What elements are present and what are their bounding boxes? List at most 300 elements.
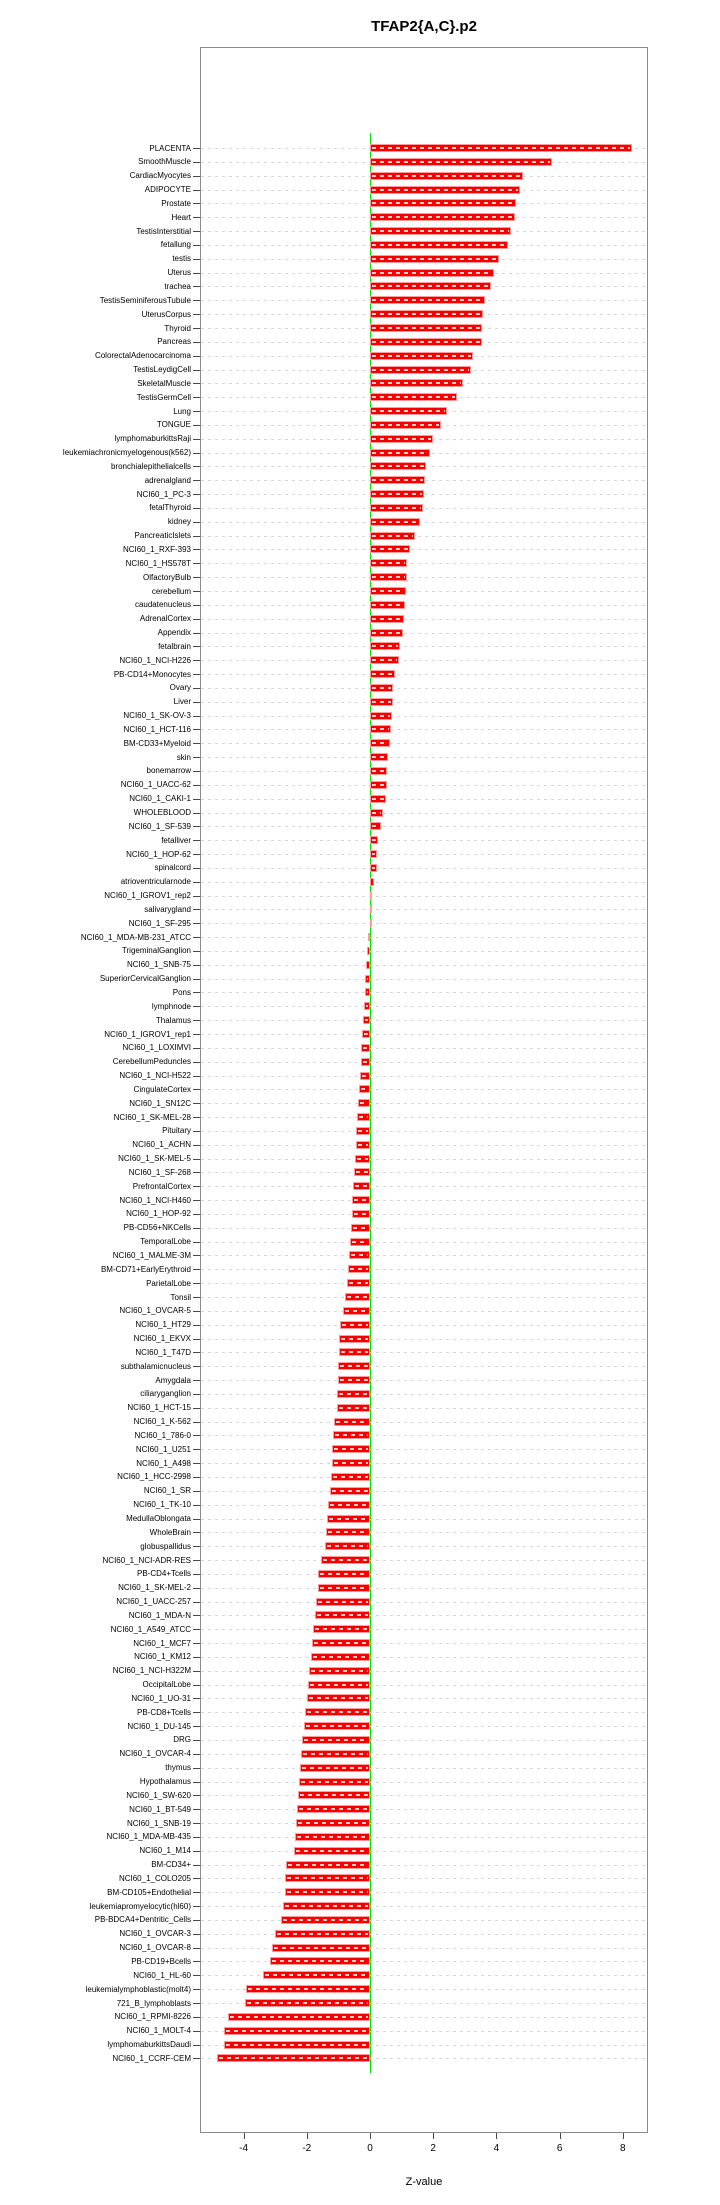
bar-dash-stripe xyxy=(299,1808,368,1810)
bar-dash-stripe xyxy=(335,1434,368,1436)
bar xyxy=(370,449,430,457)
y-axis-tick xyxy=(193,896,200,897)
x-axis-title: Z-value xyxy=(405,2176,443,2188)
bar xyxy=(370,476,425,484)
y-axis-tick xyxy=(193,1269,200,1270)
bar xyxy=(370,199,516,207)
y-axis-tick xyxy=(193,370,200,371)
bar xyxy=(365,975,370,983)
bar-dash-stripe xyxy=(329,1518,368,1520)
bar xyxy=(363,1016,370,1024)
bar xyxy=(338,1362,370,1370)
y-axis-tick xyxy=(193,1505,200,1506)
gridline xyxy=(201,785,647,786)
gridline xyxy=(201,1491,647,1492)
bar xyxy=(370,310,483,318)
gridline xyxy=(201,1574,647,1575)
bar-dash-stripe xyxy=(327,1545,368,1547)
bar xyxy=(246,1985,370,1993)
y-axis-tick xyxy=(193,162,200,163)
bar xyxy=(370,725,391,733)
category-label: DRG xyxy=(173,1735,191,1745)
gridline xyxy=(201,1269,647,1270)
category-label: NCI60_1_NCI-H322M xyxy=(112,1666,191,1676)
bar-dash-stripe xyxy=(359,1116,368,1118)
bar-dash-stripe xyxy=(365,1019,368,1021)
y-axis-tick xyxy=(193,1671,200,1672)
gridline xyxy=(201,1532,647,1533)
bar-dash-stripe xyxy=(265,1974,368,1976)
y-axis-tick xyxy=(193,1851,200,1852)
bar-dash-stripe xyxy=(287,1877,368,1879)
bar-dash-stripe xyxy=(320,1587,369,1589)
bar-dash-stripe xyxy=(367,978,368,980)
y-axis-tick xyxy=(193,2058,200,2059)
bar xyxy=(318,1570,370,1578)
bar-dash-stripe xyxy=(372,410,445,412)
y-axis-tick xyxy=(193,716,200,717)
category-label: lymphomaburkittsDaudi xyxy=(107,2040,191,2049)
bar xyxy=(263,1971,370,1979)
category-label: NCI60_1_NCI-H460 xyxy=(119,1195,191,1205)
bar xyxy=(370,919,372,927)
bar-dash-stripe xyxy=(306,1725,368,1727)
category-label: leukemialymphoblastic(molt4) xyxy=(85,1984,191,1994)
bar-dash-stripe xyxy=(372,161,550,163)
category-label: fetalbrain xyxy=(158,641,191,651)
gridline xyxy=(201,1311,647,1312)
category-label: subthalamicnucleus xyxy=(120,1361,191,1371)
bar-dash-stripe xyxy=(297,1836,368,1838)
bar xyxy=(370,698,393,706)
bar xyxy=(370,795,386,803)
bar xyxy=(299,1778,370,1786)
bar xyxy=(370,186,520,194)
category-label: NCI60_1_MALME-3M xyxy=(112,1250,191,1260)
category-label: PancreaticIslets xyxy=(134,531,191,541)
gridline xyxy=(201,1865,647,1866)
y-axis-tick xyxy=(193,466,200,467)
gridline xyxy=(201,1712,647,1713)
bar xyxy=(295,1833,370,1841)
category-label: ColorectalAdenocarcinoma xyxy=(94,351,191,361)
y-axis-tick xyxy=(193,1214,200,1215)
y-axis-tick xyxy=(193,549,200,550)
bar-dash-stripe xyxy=(226,2030,368,2032)
gridline xyxy=(201,1768,647,1769)
bar xyxy=(356,1127,370,1135)
gridline xyxy=(201,1602,647,1603)
bar-dash-stripe xyxy=(372,839,376,841)
bar xyxy=(365,988,370,996)
y-axis-tick xyxy=(193,439,200,440)
category-label: NCI60_1_SF-539 xyxy=(128,821,191,831)
category-label: NCI60_1_OVCAR-8 xyxy=(119,1943,191,1953)
gridline xyxy=(201,1048,647,1049)
bar xyxy=(343,1307,370,1315)
category-label: NCI60_1_UACC-257 xyxy=(116,1597,191,1606)
y-axis-tick xyxy=(193,619,200,620)
category-label: Liver xyxy=(173,697,191,707)
gridline xyxy=(201,1020,647,1021)
y-axis-tick xyxy=(193,1491,200,1492)
bar-dash-stripe xyxy=(372,285,489,287)
category-label: Amygdala xyxy=(155,1375,191,1385)
bar xyxy=(370,892,372,900)
bar xyxy=(358,1099,370,1107)
y-axis-tick xyxy=(193,1795,200,1796)
bar-dash-stripe xyxy=(363,1047,368,1049)
bar-dash-stripe xyxy=(334,1462,368,1464)
bar-dash-stripe xyxy=(372,258,497,260)
bar-dash-stripe xyxy=(363,1061,369,1063)
gridline xyxy=(201,757,647,758)
y-axis-tick xyxy=(193,356,200,357)
bar xyxy=(312,1639,370,1647)
bar-dash-stripe xyxy=(355,1185,368,1187)
gridline xyxy=(201,1422,647,1423)
bar xyxy=(301,1750,370,1758)
y-axis-tick xyxy=(193,314,200,315)
bar xyxy=(370,836,378,844)
y-axis-tick xyxy=(193,190,200,191)
bar-dash-stripe xyxy=(300,1794,368,1796)
category-label: UterusCorpus xyxy=(141,309,191,319)
category-label: Pons xyxy=(172,987,191,997)
y-axis-tick xyxy=(193,2017,200,2018)
bar xyxy=(353,1182,370,1190)
bar-dash-stripe xyxy=(372,535,413,537)
category-label: NCI60_1_OVCAR-5 xyxy=(119,1306,191,1316)
category-label: NCI60_1_NCI-H226 xyxy=(119,655,191,665)
y-axis-tick xyxy=(193,522,200,523)
bar-dash-stripe xyxy=(302,1767,368,1769)
y-axis-tick xyxy=(193,1657,200,1658)
bar-dash-stripe xyxy=(354,1199,368,1201)
y-axis-tick xyxy=(193,342,200,343)
y-axis-tick xyxy=(193,480,200,481)
category-label: kidney xyxy=(167,517,191,527)
bar-dash-stripe xyxy=(288,1864,368,1866)
y-axis-tick xyxy=(193,148,200,149)
category-label: PLACENTA xyxy=(149,143,191,153)
chart-title: TFAP2{A,C}.p2 xyxy=(371,18,477,35)
y-axis-tick xyxy=(193,1283,200,1284)
category-label: WHOLEBLOOD xyxy=(133,808,191,817)
y-axis-tick xyxy=(193,702,200,703)
gridline xyxy=(201,1200,647,1201)
bar xyxy=(370,809,383,817)
y-axis-tick xyxy=(193,1255,200,1256)
category-label: bonemarrow xyxy=(146,766,191,776)
category-label: NCI60_1_A549_ATCC xyxy=(110,1624,191,1634)
x-axis-tick-label: 6 xyxy=(556,2143,563,2154)
y-axis-tick xyxy=(193,688,200,689)
gridline xyxy=(201,1034,647,1035)
bar xyxy=(370,241,508,249)
gridline xyxy=(201,619,647,620)
bar xyxy=(351,1224,370,1232)
bar xyxy=(370,905,372,913)
y-axis-tick xyxy=(193,1435,200,1436)
bar-dash-stripe xyxy=(372,590,404,592)
bar xyxy=(370,324,482,332)
bar xyxy=(370,269,494,277)
bar-dash-stripe xyxy=(372,230,509,232)
bar xyxy=(370,366,471,374)
category-label: NCI60_1_HL-60 xyxy=(133,1970,191,1980)
bar-dash-stripe xyxy=(334,1448,368,1450)
bar xyxy=(245,1999,370,2007)
bar xyxy=(370,435,433,443)
category-label: AdrenalCortex xyxy=(139,614,191,624)
bar xyxy=(302,1736,370,1744)
bar xyxy=(370,822,381,830)
y-axis-tick xyxy=(193,1062,200,1063)
y-axis-tick xyxy=(193,979,200,980)
bar xyxy=(338,1376,370,1384)
bar xyxy=(370,629,403,637)
bar xyxy=(370,601,405,609)
bar xyxy=(345,1293,370,1301)
y-axis-tick xyxy=(193,909,200,910)
bar xyxy=(370,338,482,346)
bar-dash-stripe xyxy=(352,1241,368,1243)
category-label: NCI60_1_MDA-MB-435 xyxy=(106,1832,191,1842)
y-axis-tick xyxy=(193,1560,200,1561)
category-label: TemporalLobe xyxy=(140,1237,191,1247)
bar-dash-stripe xyxy=(372,618,402,620)
x-axis-tick-label: 0 xyxy=(367,2143,373,2154)
bar xyxy=(362,1030,370,1038)
bar xyxy=(305,1708,370,1716)
gridline xyxy=(201,1186,647,1187)
y-axis-tick xyxy=(193,799,200,800)
x-axis-tick-label: -2 xyxy=(302,2143,312,2154)
bar xyxy=(339,1348,370,1356)
x-axis-tick-label: 2 xyxy=(430,2143,436,2154)
gridline xyxy=(201,965,647,966)
category-label: NCI60_1_HOP-62 xyxy=(126,849,191,859)
x-axis-tick xyxy=(370,2133,371,2139)
category-label: trachea xyxy=(164,281,191,291)
category-label: CingulateCortex xyxy=(133,1084,191,1094)
bar xyxy=(352,1210,370,1218)
y-axis-tick xyxy=(193,1726,200,1727)
bar xyxy=(370,670,395,678)
bar xyxy=(328,1501,370,1509)
y-axis-tick xyxy=(193,245,200,246)
bar xyxy=(304,1722,370,1730)
bar-dash-stripe xyxy=(372,742,388,744)
gridline xyxy=(201,1948,647,1949)
y-axis-tick xyxy=(193,1145,200,1146)
category-label: NCI60_1_M14 xyxy=(139,1846,191,1856)
y-axis-tick xyxy=(193,1228,200,1229)
y-axis-tick xyxy=(193,729,200,730)
bar-dash-stripe xyxy=(303,1753,368,1755)
x-axis-tick-label: 8 xyxy=(620,2143,626,2154)
bar xyxy=(339,1335,370,1343)
bar-dash-stripe xyxy=(372,313,481,315)
y-axis-tick xyxy=(193,1961,200,1962)
gridline xyxy=(201,840,647,841)
bar-dash-stripe xyxy=(372,424,439,426)
bar xyxy=(370,587,406,595)
category-label: NCI60_1_SR xyxy=(143,1486,191,1496)
category-label: NCI60_1_SF-295 xyxy=(128,918,191,928)
y-axis-tick xyxy=(193,785,200,786)
category-label: WholeBrain xyxy=(149,1527,191,1537)
bar-dash-stripe xyxy=(310,1684,368,1686)
gridline xyxy=(201,1408,647,1409)
category-label: NCI60_1_EKVX xyxy=(133,1334,191,1343)
category-label: NCI60_1_CCRF-CEM xyxy=(112,2053,191,2063)
category-label: NCI60_1_UACC-62 xyxy=(120,780,191,790)
category-label: BM-CD71+EarlyErythroid xyxy=(100,1264,191,1274)
bar-dash-stripe xyxy=(356,1171,368,1173)
bar xyxy=(368,933,370,941)
bar-dash-stripe xyxy=(372,189,518,191)
bar xyxy=(334,1418,370,1426)
y-axis-tick xyxy=(193,633,200,634)
bar-dash-stripe xyxy=(372,715,390,717)
y-axis-tick xyxy=(193,840,200,841)
gridline xyxy=(201,605,647,606)
x-axis-tick xyxy=(244,2133,245,2139)
y-axis-tick xyxy=(193,1242,200,1243)
category-label: Prostate xyxy=(161,198,191,208)
gridline xyxy=(201,1754,647,1755)
gridline xyxy=(201,1089,647,1090)
bar-dash-stripe xyxy=(372,452,428,454)
category-label: cerebellum xyxy=(151,586,191,596)
bar xyxy=(355,1155,370,1163)
y-axis-tick xyxy=(193,660,200,661)
category-label: TestisInterstitial xyxy=(136,226,191,236)
bar-dash-stripe xyxy=(339,1407,369,1409)
bar-dash-stripe xyxy=(311,1670,368,1672)
gridline xyxy=(201,522,647,523)
category-label: NCI60_1_SK-MEL-2 xyxy=(118,1583,191,1593)
bar-dash-stripe xyxy=(283,1919,368,1921)
gridline xyxy=(201,826,647,827)
bar-dash-stripe xyxy=(351,1254,368,1256)
bar xyxy=(330,1487,370,1495)
gridline xyxy=(201,1961,647,1962)
category-label: NCI60_1_IGROV1_rep2 xyxy=(104,891,191,900)
bar-dash-stripe xyxy=(372,341,480,343)
gridline xyxy=(201,508,647,509)
y-axis-tick xyxy=(193,1463,200,1464)
y-axis-tick xyxy=(193,2003,200,2004)
gridline xyxy=(201,646,647,647)
bar-dash-stripe xyxy=(287,1891,368,1893)
category-label: NCI60_1_PC-3 xyxy=(136,489,191,499)
bar xyxy=(275,1930,370,1938)
category-label: globuspallidus xyxy=(140,1541,191,1551)
category-label: NCI60_1_SK-OV-3 xyxy=(123,711,191,721)
y-axis-tick xyxy=(193,328,200,329)
bar xyxy=(370,282,491,290)
x-axis-tick xyxy=(623,2133,624,2139)
category-label: bronchialepithelialcells xyxy=(110,461,191,471)
bar-dash-stripe xyxy=(364,1033,368,1035)
bar-dash-stripe xyxy=(372,369,469,371)
category-label: NCI60_1_DU-145 xyxy=(127,1721,191,1731)
y-axis-tick xyxy=(193,1006,200,1007)
y-axis-tick xyxy=(193,1588,200,1589)
bar-dash-stripe xyxy=(372,812,381,814)
bar xyxy=(370,684,393,692)
category-label: Thyroid xyxy=(164,323,191,333)
y-axis-tick xyxy=(193,951,200,952)
category-label: PrefrontalCortex xyxy=(132,1181,191,1191)
category-label: Heart xyxy=(171,212,191,222)
bar-dash-stripe xyxy=(347,1296,368,1298)
category-label: fetalliver xyxy=(161,835,191,845)
category-label: BM-CD34+ xyxy=(151,1860,191,1869)
gridline xyxy=(201,1103,647,1104)
category-label: caudatenucleus xyxy=(134,600,191,610)
bar xyxy=(370,379,463,387)
gridline xyxy=(201,923,647,924)
bar-dash-stripe xyxy=(226,2044,368,2046)
bar xyxy=(370,559,407,567)
bar-dash-stripe xyxy=(372,687,391,689)
bar-dash-stripe xyxy=(340,1379,368,1381)
category-label: adrenalgland xyxy=(144,475,191,485)
bar xyxy=(331,1473,370,1481)
bar xyxy=(359,1085,370,1093)
y-axis-tick xyxy=(193,1989,200,1990)
x-axis-tick xyxy=(307,2133,308,2139)
y-axis-tick xyxy=(193,1076,200,1077)
category-label: NCI60_1_K-562 xyxy=(133,1417,191,1427)
category-label: NCI60_1_786-0 xyxy=(134,1430,191,1440)
bar xyxy=(294,1847,370,1855)
category-label: NCI60_1_CAKI-1 xyxy=(129,794,191,804)
bar-dash-stripe xyxy=(372,659,397,661)
gridline xyxy=(201,702,647,703)
bar xyxy=(347,1279,370,1287)
category-label: NCI60_1_MOLT-4 xyxy=(126,2026,191,2036)
y-axis-tick xyxy=(193,1975,200,1976)
bar-dash-stripe xyxy=(298,1822,368,1824)
y-axis-tick xyxy=(193,1422,200,1423)
bar xyxy=(367,947,371,955)
category-label: skin xyxy=(176,752,191,762)
y-axis-tick xyxy=(193,1131,200,1132)
category-label: NCI60_1_BT-549 xyxy=(129,1804,191,1814)
category-label: NCI60_1_KM12 xyxy=(134,1652,191,1662)
category-label: NCI60_1_RPMI-8226 xyxy=(114,2012,191,2022)
bar-dash-stripe xyxy=(372,562,405,564)
y-axis-tick xyxy=(193,1823,200,1824)
bar-dash-stripe xyxy=(230,2016,368,2018)
bar-dash-stripe xyxy=(357,1158,368,1160)
bar xyxy=(370,864,377,872)
gridline xyxy=(201,1214,647,1215)
bar-dash-stripe xyxy=(372,784,385,786)
y-axis-tick xyxy=(193,383,200,384)
bar-dash-stripe xyxy=(372,465,424,467)
category-label: SmoothMuscle xyxy=(138,157,191,167)
bar-dash-stripe xyxy=(313,1656,368,1658)
bar xyxy=(325,1542,370,1550)
bar-dash-stripe xyxy=(340,1365,368,1367)
category-label: SuperiorCervicalGanglion xyxy=(99,974,191,984)
